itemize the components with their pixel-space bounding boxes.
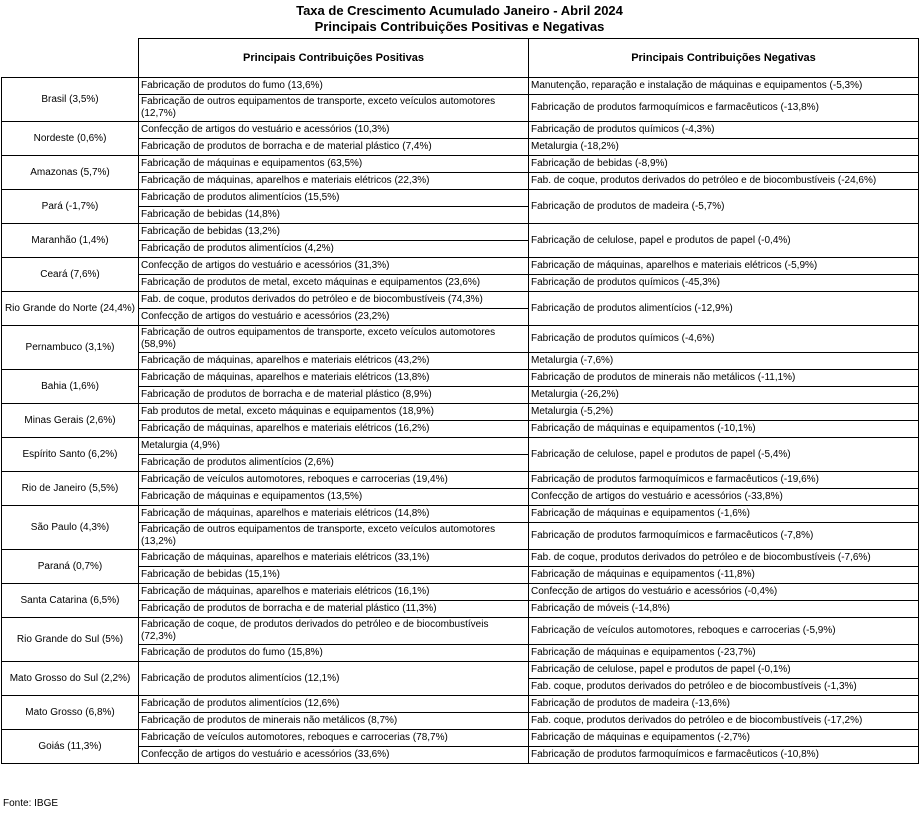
positive-cell: Fabricação de veículos automotores, reboques e carrocerias (78,7%): [139, 730, 529, 747]
positive-cell: Fab. de coque, produtos derivados do petróleo e de biocombustíveis (74,3%): [139, 292, 529, 309]
positive-cell: Fabricação de coque, de produtos derivados do petróleo e de biocombustíveis (72,3%): [139, 618, 529, 645]
positive-cell: Fab produtos de metal, exceto máquinas e equipamentos (18,9%): [139, 404, 529, 421]
positive-cell: Fabricação de bebidas (14,8%): [139, 207, 529, 224]
state-cell: Mato Grosso (6,8%): [2, 696, 139, 730]
negative-cell: Fabricação de produtos farmoquímicos e farmacêuticos (-10,8%): [529, 747, 919, 764]
table-row: [2, 353, 919, 370]
positive-cell: Confecção de artigos do vestuário e acessórios (10,3%): [139, 122, 529, 139]
negative-cell: Fabricação de celulose, papel e produtos de papel (-5,4%): [529, 438, 919, 472]
positive-cell: Fabricação de máquinas, aparelhos e materiais elétricos (16,2%): [139, 421, 529, 438]
table-row: [2, 326, 919, 353]
header-positive: Principais Contribuições Positivas: [139, 39, 529, 78]
negative-cell: Fabricação de máquinas e equipamentos (-10,1%): [529, 421, 919, 438]
negative-cell: Fabricação de produtos de madeira (-13,6%): [529, 696, 919, 713]
positive-cell: Confecção de artigos do vestuário e acessórios (33,6%): [139, 747, 529, 764]
state-cell: Rio Grande do Norte (24,4%): [2, 292, 139, 326]
negative-cell: Confecção de artigos do vestuário e acessórios (-33,8%): [529, 489, 919, 506]
table-row: [2, 438, 919, 455]
positive-cell: Fabricação de máquinas, aparelhos e materiais elétricos (33,1%): [139, 550, 529, 567]
contributions-table: [1, 38, 919, 764]
negative-cell: Metalurgia (-5,2%): [529, 404, 919, 421]
negative-cell: Fabricação de veículos automotores, reboques e carrocerias (-5,9%): [529, 618, 919, 645]
positive-cell: Fabricação de máquinas, aparelhos e materiais elétricos (13,8%): [139, 370, 529, 387]
page-subtitle: Principais Contribuições Positivas e Negativas: [314, 19, 605, 34]
negative-cell: Metalurgia (-18,2%): [529, 139, 919, 156]
positive-cell: Fabricação de produtos alimentícios (4,2%): [139, 241, 529, 258]
positive-cell: Fabricação de produtos de metal, exceto máquinas e equipamentos (23,6%): [139, 275, 529, 292]
table-row: [2, 387, 919, 404]
state-cell: Pernambuco (3,1%): [2, 326, 139, 370]
table-row: [2, 122, 919, 139]
state-cell: Ceará (7,6%): [2, 258, 139, 292]
negative-cell: Fabricação de produtos farmoquímicos e farmacêuticos (-13,8%): [529, 95, 919, 122]
negative-cell: Fabricação de máquinas e equipamentos (-11,8%): [529, 567, 919, 584]
negative-cell: Metalurgia (-26,2%): [529, 387, 919, 404]
negative-cell: Fabricação de produtos de minerais não metálicos (-11,1%): [529, 370, 919, 387]
positive-cell: Fabricação de produtos do fumo (15,8%): [139, 645, 529, 662]
table-row: [2, 139, 919, 156]
state-cell: Rio Grande do Sul (5%): [2, 618, 139, 662]
positive-cell: Fabricação de outros equipamentos de transporte, exceto veículos automotores (58,9%): [139, 326, 529, 353]
table-row: [2, 421, 919, 438]
state-cell: Amazonas (5,7%): [2, 156, 139, 190]
table-row: [2, 662, 919, 679]
negative-cell: Fab. de coque, produtos derivados do petróleo e de biocombustíveis (-24,6%): [529, 173, 919, 190]
positive-cell: Fabricação de produtos alimentícios (15,5%): [139, 190, 529, 207]
table-row: [2, 601, 919, 618]
positive-cell: Confecção de artigos do vestuário e acessórios (31,3%): [139, 258, 529, 275]
state-cell: São Paulo (4,3%): [2, 506, 139, 550]
source-note: Fonte: IBGE: [3, 798, 59, 809]
state-cell: Brasil (3,5%): [2, 78, 139, 122]
state-cell: Minas Gerais (2,6%): [2, 404, 139, 438]
negative-cell: Fabricação de bebidas (-8,9%): [529, 156, 919, 173]
negative-cell: Fab. coque, produtos derivados do petróleo e de biocombustíveis (-17,2%): [529, 713, 919, 730]
state-cell: Rio de Janeiro (5,5%): [2, 472, 139, 506]
positive-cell: Fabricação de outros equipamentos de transporte, exceto veículos automotores (13,2%): [139, 523, 529, 550]
table-row: [2, 713, 919, 730]
negative-cell: Fabricação de máquinas e equipamentos (-1,6%): [529, 506, 919, 523]
positive-cell: Fabricação de máquinas e equipamentos (63,5%): [139, 156, 529, 173]
table-row: [2, 78, 919, 95]
negative-cell: Confecção de artigos do vestuário e acessórios (-0,4%): [529, 584, 919, 601]
table-row: [2, 747, 919, 764]
negative-cell: Fabricação de máquinas e equipamentos (-2,7%): [529, 730, 919, 747]
positive-cell: Fabricação de máquinas, aparelhos e materiais elétricos (14,8%): [139, 506, 529, 523]
positive-cell: Fabricação de produtos de borracha e de material plástico (7,4%): [139, 139, 529, 156]
positive-cell: Fabricação de bebidas (13,2%): [139, 224, 529, 241]
negative-cell: Fabricação de produtos químicos (-4,6%): [529, 326, 919, 353]
table-row: [2, 275, 919, 292]
positive-cell: Fabricação de produtos de borracha e de material plástico (11,3%): [139, 601, 529, 618]
table-row: [2, 618, 919, 645]
negative-cell: Fabricação de máquinas, aparelhos e materiais elétricos (-5,9%): [529, 258, 919, 275]
state-cell: Pará (-1,7%): [2, 190, 139, 224]
negative-cell: Fabricação de móveis (-14,8%): [529, 601, 919, 618]
table-row: [2, 730, 919, 747]
negative-cell: Manutenção, reparação e instalação de máquinas e equipamentos (-5,3%): [529, 78, 919, 95]
table-row: [2, 523, 919, 550]
positive-cell: Fabricação de produtos do fumo (13,6%): [139, 78, 529, 95]
positive-cell: Fabricação de produtos de minerais não metálicos (8,7%): [139, 713, 529, 730]
header-row: [2, 39, 919, 78]
negative-cell: Fabricação de produtos de madeira (-5,7%): [529, 190, 919, 224]
positive-cell: Confecção de artigos do vestuário e acessórios (23,2%): [139, 309, 529, 326]
table-body: [2, 78, 919, 764]
table-row: [2, 567, 919, 584]
negative-cell: Fab. de coque, produtos derivados do petróleo e de biocombustíveis (-7,6%): [529, 550, 919, 567]
positive-cell: Metalurgia (4,9%): [139, 438, 529, 455]
table-row: [2, 95, 919, 122]
negative-cell: Fabricação de produtos alimentícios (-12,9%): [529, 292, 919, 326]
positive-cell: Fabricação de bebidas (15,1%): [139, 567, 529, 584]
negative-cell: Fab. coque, produtos derivados do petróleo e de biocombustíveis (-1,3%): [529, 679, 919, 696]
negative-cell: Fabricação de produtos químicos (-4,3%): [529, 122, 919, 139]
positive-cell: Fabricação de máquinas, aparelhos e materiais elétricos (22,3%): [139, 173, 529, 190]
positive-cell: Fabricação de produtos alimentícios (2,6%): [139, 455, 529, 472]
table-row: [2, 258, 919, 275]
table-row: [2, 696, 919, 713]
table-row: [2, 292, 919, 309]
table-row: [2, 173, 919, 190]
positive-cell: Fabricação de máquinas, aparelhos e materiais elétricos (16,1%): [139, 584, 529, 601]
negative-cell: Fabricação de celulose, papel e produtos de papel (-0,1%): [529, 662, 919, 679]
table-row: [2, 489, 919, 506]
header-blank: [2, 39, 139, 78]
positive-cell: Fabricação de produtos alimentícios (12,1%): [139, 662, 529, 696]
negative-cell: Fabricação de máquinas e equipamentos (-23,7%): [529, 645, 919, 662]
positive-cell: Fabricação de máquinas e equipamentos (13,5%): [139, 489, 529, 506]
table-row: [2, 370, 919, 387]
state-cell: Mato Grosso do Sul (2,2%): [2, 662, 139, 696]
state-cell: Espírito Santo (6,2%): [2, 438, 139, 472]
positive-cell: Fabricação de produtos de borracha e de material plástico (8,9%): [139, 387, 529, 404]
negative-cell: Metalurgia (-7,6%): [529, 353, 919, 370]
table-row: [2, 224, 919, 241]
state-cell: Santa Catarina (6,5%): [2, 584, 139, 618]
positive-cell: Fabricação de outros equipamentos de transporte, exceto veículos automotores (12,7%): [139, 95, 529, 122]
header-negative: Principais Contribuições Negativas: [529, 39, 919, 78]
table-row: [2, 156, 919, 173]
positive-cell: Fabricação de máquinas, aparelhos e materiais elétricos (43,2%): [139, 353, 529, 370]
page-title: Taxa de Crescimento Acumulado Janeiro - Abril 2024: [296, 3, 623, 18]
positive-cell: Fabricação de veículos automotores, reboques e carrocerias (19,4%): [139, 472, 529, 489]
table-row: [2, 506, 919, 523]
negative-cell: Fabricação de produtos farmoquímicos e farmacêuticos (-19,6%): [529, 472, 919, 489]
table-row: [2, 550, 919, 567]
table-row: [2, 584, 919, 601]
table-row: [2, 645, 919, 662]
state-cell: Paraná (0,7%): [2, 550, 139, 584]
positive-cell: Fabricação de produtos alimentícios (12,6%): [139, 696, 529, 713]
table-row: [2, 472, 919, 489]
title-block: [0, 3, 919, 35]
state-cell: Goiás (11,3%): [2, 730, 139, 764]
state-cell: Nordeste (0,6%): [2, 122, 139, 156]
state-cell: Bahia (1,6%): [2, 370, 139, 404]
negative-cell: Fabricação de produtos químicos (-45,3%): [529, 275, 919, 292]
table-row: [2, 190, 919, 207]
negative-cell: Fabricação de celulose, papel e produtos de papel (-0,4%): [529, 224, 919, 258]
table-row: [2, 404, 919, 421]
state-cell: Maranhão (1,4%): [2, 224, 139, 258]
negative-cell: Fabricação de produtos farmoquímicos e farmacêuticos (-7,8%): [529, 523, 919, 550]
